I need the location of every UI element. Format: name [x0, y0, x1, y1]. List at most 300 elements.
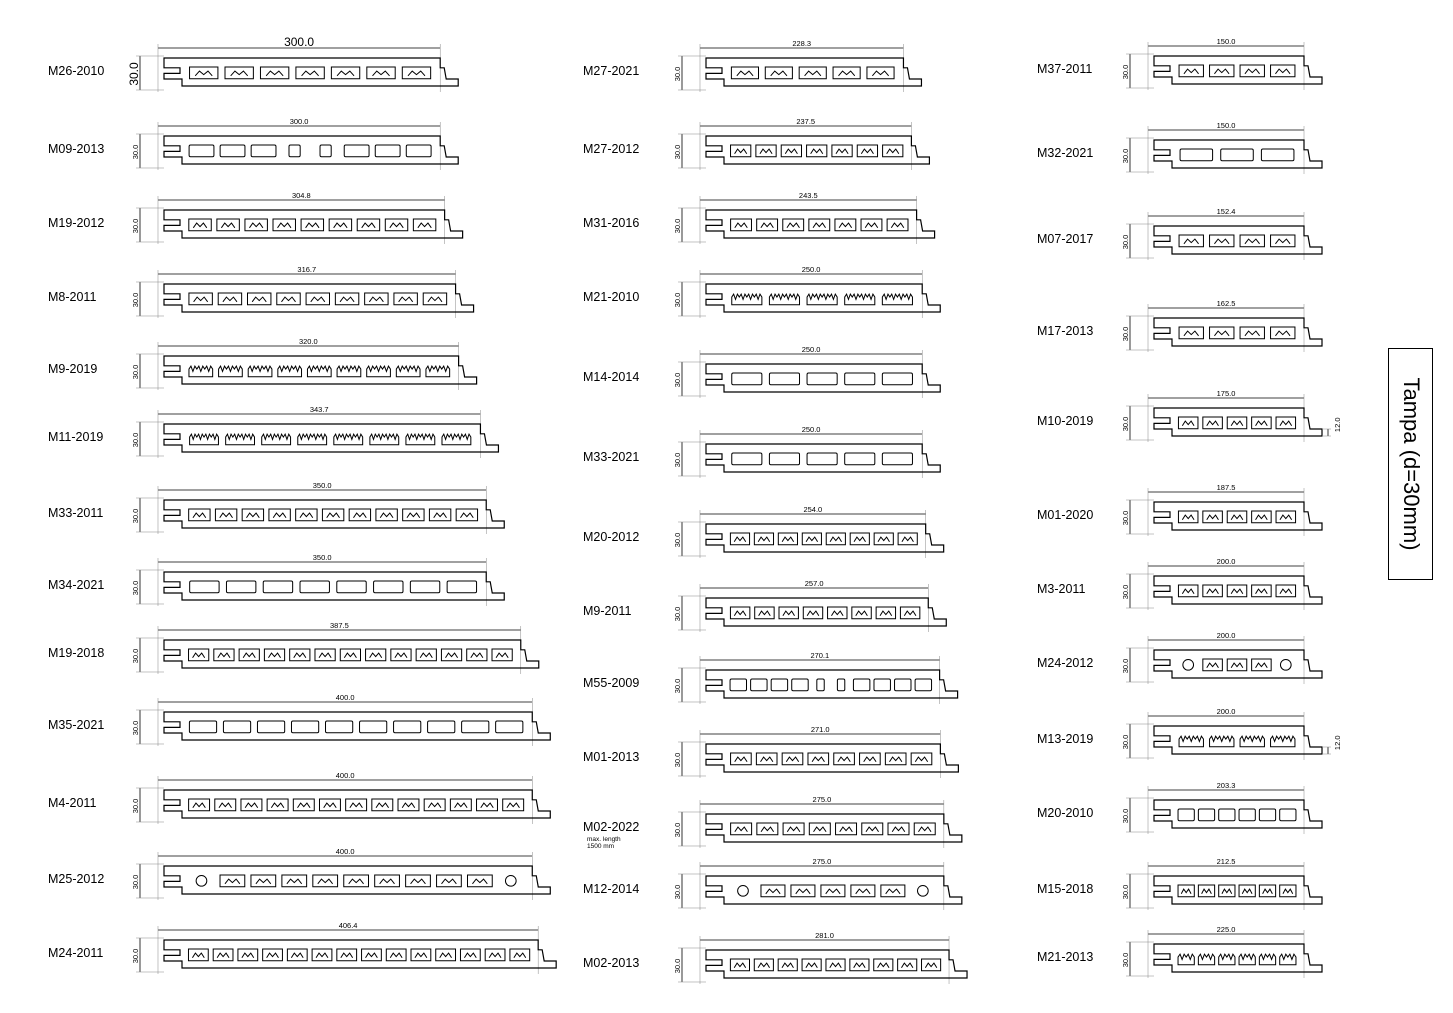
profile-code: M34-2021 — [48, 578, 105, 592]
thickness-value: 30.0 — [1121, 884, 1130, 900]
wave-hole — [238, 949, 258, 961]
wave-hole — [876, 607, 895, 619]
rect-hole — [223, 721, 250, 733]
width-value: 343.7 — [309, 405, 329, 415]
width-value: 243.5 — [798, 191, 818, 201]
wave-hole — [264, 649, 284, 661]
wave-hole — [441, 649, 461, 661]
wave-hole — [365, 293, 388, 305]
wave-hole — [313, 875, 338, 887]
thickness-value: 30.0 — [126, 62, 141, 86]
wave-hole — [189, 799, 210, 811]
profile-drawing — [672, 266, 980, 330]
wave-hole — [731, 753, 752, 765]
multiwave-hole — [1219, 954, 1235, 965]
wave-hole — [362, 949, 382, 961]
wave-hole — [799, 67, 826, 79]
wave-hole — [1227, 417, 1247, 429]
profile-outline — [164, 284, 474, 312]
wave-hole — [411, 949, 431, 961]
wave-hole — [765, 67, 792, 79]
thickness-value: 30.0 — [1121, 808, 1130, 824]
wave-hole — [1227, 585, 1247, 597]
profile-outline — [1154, 800, 1322, 828]
wave-hole — [791, 885, 815, 897]
wave-hole — [296, 509, 317, 521]
rect-hole — [226, 581, 255, 593]
wave-hole — [1178, 585, 1198, 597]
wave-hole — [783, 219, 804, 231]
wave-hole — [850, 533, 869, 545]
profile-code: M10-2019 — [1037, 414, 1094, 428]
wave-hole — [376, 509, 397, 521]
wave-hole — [335, 293, 358, 305]
profile-drawing — [1120, 708, 1362, 772]
wave-hole — [312, 949, 332, 961]
width-value: 162.5 — [1216, 299, 1236, 308]
multiwave-hole — [1210, 736, 1234, 747]
profile-code: M01-2020 — [1037, 508, 1094, 522]
side-thickness-value: 12.0 — [1333, 417, 1342, 433]
rect-hole — [1219, 809, 1235, 821]
width-value: 175.0 — [1216, 389, 1236, 398]
wave-hole — [756, 145, 776, 157]
profile-m01-2020 — [1037, 484, 1380, 554]
rect-hole — [807, 373, 837, 385]
wave-hole — [836, 823, 857, 835]
wave-hole — [319, 799, 340, 811]
wave-hole — [263, 949, 283, 961]
multiwave-hole — [219, 366, 243, 377]
wave-hole — [189, 293, 212, 305]
rect-hole — [300, 581, 329, 593]
wave-hole — [754, 533, 773, 545]
width-value: 203.3 — [1216, 781, 1236, 790]
thickness-value: 30.0 — [130, 218, 140, 234]
wave-hole — [403, 509, 424, 521]
thickness-value: 30.0 — [672, 292, 682, 308]
rect-hole — [406, 145, 431, 157]
rect-hole — [190, 581, 219, 593]
profile-code: M33-2021 — [583, 450, 640, 464]
side-thickness-value: 12.0 — [1333, 735, 1342, 751]
wave-hole — [217, 219, 239, 231]
wave-hole — [213, 949, 233, 961]
profile-drawing — [1120, 926, 1362, 990]
wave-hole — [357, 219, 379, 231]
wave-hole — [437, 875, 462, 887]
profile-code: M55-2009 — [583, 676, 640, 690]
rect-hole — [291, 721, 318, 733]
round-hole — [738, 885, 749, 896]
multiwave-hole — [1178, 954, 1194, 965]
wave-hole — [851, 885, 875, 897]
profile-outline — [1154, 408, 1322, 436]
wave-hole — [394, 293, 417, 305]
profile-outline — [1154, 576, 1322, 604]
profile-code: M27-2021 — [583, 64, 640, 78]
rect-hole — [732, 453, 762, 465]
wave-hole — [218, 293, 241, 305]
width-value: 270.1 — [810, 651, 830, 660]
profile-drawing — [1120, 632, 1362, 696]
wave-hole — [413, 219, 435, 231]
wave-hole — [503, 799, 524, 811]
wave-hole — [803, 607, 822, 619]
profile-drawing — [130, 192, 503, 256]
wave-hole — [731, 67, 758, 79]
wave-hole — [1271, 327, 1295, 339]
multiwave-hole — [807, 294, 837, 305]
wave-hole — [832, 145, 852, 157]
wave-hole — [510, 949, 530, 961]
wave-hole — [779, 607, 798, 619]
wave-hole — [888, 823, 909, 835]
profile-drawing — [130, 118, 498, 182]
wave-hole — [1239, 885, 1255, 897]
width-value: 150.0 — [1216, 37, 1236, 46]
rect-hole — [189, 721, 216, 733]
wave-hole — [1210, 235, 1234, 247]
wave-hole — [1203, 511, 1223, 523]
rect-hole — [1280, 809, 1296, 821]
rect-hole — [428, 721, 455, 733]
wave-hole — [269, 509, 290, 521]
width-value: 200.0 — [1216, 557, 1236, 566]
profile-drawing — [672, 506, 984, 570]
wave-hole — [1252, 659, 1272, 671]
wave-hole — [1203, 585, 1223, 597]
multiwave-hole — [1239, 954, 1255, 965]
rect-hole — [251, 145, 276, 157]
width-value: 275.0 — [812, 857, 832, 867]
wave-hole — [809, 823, 830, 835]
wave-hole — [398, 799, 419, 811]
thickness-value: 30.0 — [1121, 64, 1130, 80]
profile-outline — [1154, 650, 1322, 678]
rect-hole — [874, 679, 890, 691]
multiwave-hole — [1179, 736, 1203, 747]
rect-hole — [882, 453, 912, 465]
profile-code: M33-2011 — [48, 506, 104, 520]
wave-hole — [424, 799, 445, 811]
profile-drawing — [1120, 484, 1362, 548]
wave-hole — [898, 959, 917, 971]
multiwave-hole — [396, 366, 420, 377]
wave-hole — [1252, 417, 1272, 429]
profile-outline — [164, 210, 463, 238]
thickness-value: 30.0 — [130, 508, 140, 524]
profile-m07-2017 — [1037, 208, 1380, 278]
profile-outline — [1154, 140, 1322, 168]
profile-code: M13-2019 — [1037, 732, 1094, 746]
wave-hole — [485, 949, 505, 961]
wave-hole — [809, 219, 830, 231]
width-value: 406.4 — [338, 921, 358, 931]
profile-m17-2013 — [1037, 300, 1380, 370]
rect-hole — [769, 453, 799, 465]
wave-hole — [375, 875, 400, 887]
multiwave-hole — [307, 366, 331, 377]
wave-hole — [778, 959, 797, 971]
wave-hole — [730, 959, 749, 971]
width-value: 254.0 — [803, 505, 823, 515]
wave-hole — [781, 145, 801, 157]
wave-hole — [245, 219, 267, 231]
thickness-value: 30.0 — [672, 532, 682, 548]
profile-code: M19-2012 — [48, 216, 105, 230]
profile-drawing — [130, 922, 596, 986]
round-hole — [1183, 659, 1194, 670]
profile-outline — [1154, 876, 1322, 904]
profile-m15-2018 — [1037, 858, 1380, 928]
wave-hole — [460, 949, 480, 961]
thickness-value: 30.0 — [672, 822, 682, 838]
thickness-value: 30.0 — [672, 452, 682, 468]
multiwave-hole — [406, 434, 435, 445]
thickness-value: 30.0 — [130, 948, 140, 964]
wave-hole — [852, 607, 871, 619]
width-value: 400.0 — [335, 693, 355, 703]
width-value: 257.0 — [804, 579, 824, 589]
wave-hole — [315, 649, 335, 661]
wave-hole — [1179, 327, 1203, 339]
thickness-value: 30.0 — [130, 580, 140, 596]
rect-hole — [1259, 809, 1275, 821]
wave-hole — [406, 875, 431, 887]
rect-hole — [837, 679, 844, 691]
width-value: 228.3 — [792, 39, 812, 49]
wave-hole — [188, 949, 208, 961]
thickness-value: 30.0 — [1121, 734, 1130, 750]
wave-hole — [1210, 65, 1234, 77]
wave-hole — [402, 67, 430, 79]
profile-code: M20-2012 — [583, 530, 640, 544]
multiwave-hole — [226, 434, 255, 445]
width-value: 400.0 — [335, 847, 355, 857]
wave-hole — [386, 949, 406, 961]
multiwave-hole — [845, 294, 875, 305]
multiwave-hole — [334, 434, 363, 445]
wave-hole — [1252, 511, 1272, 523]
width-value: 275.0 — [812, 795, 832, 805]
wave-hole — [492, 649, 512, 661]
wave-hole — [346, 799, 367, 811]
multiwave-hole — [278, 366, 302, 377]
wave-hole — [731, 219, 752, 231]
wave-hole — [344, 875, 369, 887]
thickness-value: 30.0 — [130, 874, 140, 890]
wave-hole — [1178, 417, 1198, 429]
wave-hole — [1240, 65, 1264, 77]
profile-code: M24-2011 — [48, 946, 104, 960]
wave-hole — [340, 649, 360, 661]
profile-code: M09-2013 — [48, 142, 105, 156]
profile-code: M3-2011 — [1037, 582, 1086, 596]
width-value: 200.0 — [1216, 631, 1236, 640]
thickness-value: 30.0 — [1121, 326, 1130, 342]
width-value: 400.0 — [335, 771, 355, 781]
wave-hole — [429, 509, 450, 521]
wave-hole — [1203, 417, 1223, 429]
rect-hole — [1221, 149, 1254, 161]
thickness-value: 30.0 — [130, 720, 140, 736]
rect-hole — [447, 581, 476, 593]
wave-hole — [867, 67, 894, 79]
wave-hole — [329, 219, 351, 231]
profile-code: M32-2021 — [1037, 146, 1094, 160]
rect-hole — [374, 581, 403, 593]
wave-hole — [1271, 235, 1295, 247]
wave-hole — [1179, 65, 1203, 77]
rect-hole — [289, 145, 300, 157]
multiwave-hole — [370, 434, 399, 445]
profile-drawing — [1120, 390, 1362, 454]
wave-hole — [1227, 659, 1247, 671]
wave-hole — [898, 533, 917, 545]
profile-drawing — [672, 118, 969, 182]
multiwave-hole — [189, 366, 213, 377]
wave-hole — [835, 219, 856, 231]
profile-code: M17-2013 — [1037, 324, 1094, 338]
thickness-value: 30.0 — [672, 66, 682, 82]
multiwave-hole — [732, 294, 762, 305]
wave-hole — [828, 607, 847, 619]
profile-drawing — [672, 580, 986, 644]
width-value: 300.0 — [284, 35, 315, 50]
profile-code: M37-2011 — [1037, 62, 1093, 76]
catalog-title: Tampa (d=30mm) — [1398, 377, 1424, 551]
profile-outline — [164, 572, 504, 600]
profile-drawing — [672, 932, 1007, 996]
wave-hole — [731, 145, 751, 157]
wave-hole — [881, 885, 905, 897]
wave-hole — [1252, 585, 1272, 597]
rect-hole — [845, 373, 875, 385]
profile-code: M02-2013 — [583, 956, 640, 970]
rect-hole — [375, 145, 400, 157]
profile-drawing — [1120, 208, 1362, 272]
width-value: 250.0 — [801, 425, 821, 435]
rect-hole — [807, 453, 837, 465]
wave-hole — [754, 959, 773, 971]
wave-hole — [225, 67, 253, 79]
thickness-value: 30.0 — [1121, 416, 1130, 432]
wave-hole — [887, 219, 908, 231]
round-hole — [505, 875, 516, 886]
multiwave-hole — [298, 434, 327, 445]
wave-hole — [477, 799, 498, 811]
wave-hole — [1280, 885, 1296, 897]
profile-drawing — [1120, 38, 1362, 102]
wave-hole — [293, 799, 314, 811]
wave-hole — [761, 885, 785, 897]
width-value: 271.0 — [810, 725, 830, 735]
thickness-value: 30.0 — [673, 678, 682, 694]
multiwave-hole — [1198, 954, 1214, 965]
profile-drawing — [130, 554, 544, 618]
profile-m3-2011 — [1037, 558, 1380, 628]
multiwave-hole — [442, 434, 471, 445]
profile-drawing — [130, 482, 544, 546]
rect-hole — [496, 721, 523, 733]
width-value: 250.0 — [801, 265, 821, 275]
profile-outline — [706, 670, 958, 698]
rect-hole — [410, 581, 439, 593]
wave-hole — [826, 959, 845, 971]
thickness-value: 30.0 — [1121, 952, 1130, 968]
width-value: 281.0 — [815, 931, 834, 941]
rect-hole — [730, 679, 746, 691]
wave-hole — [861, 219, 882, 231]
wave-hole — [1210, 327, 1234, 339]
thickness-value: 30.0 — [1121, 584, 1130, 600]
wave-hole — [215, 799, 236, 811]
thickness-value: 30.0 — [130, 648, 140, 664]
width-value: 150.0 — [1216, 121, 1236, 130]
rect-hole — [751, 679, 767, 691]
wave-hole — [1259, 885, 1275, 897]
profile-code: M9-2011 — [583, 604, 632, 618]
wave-hole — [189, 649, 209, 661]
profile-outline — [164, 136, 458, 164]
wave-hole — [322, 509, 343, 521]
profile-drawing — [1120, 558, 1362, 622]
wave-hole — [885, 753, 906, 765]
profile-drawing — [1120, 782, 1362, 846]
wave-hole — [1179, 235, 1203, 247]
thickness-value: 30.0 — [1121, 234, 1130, 250]
wave-hole — [1240, 235, 1264, 247]
profile-drawing — [126, 35, 498, 104]
rect-hole — [1180, 149, 1213, 161]
wave-hole — [755, 607, 774, 619]
rect-hole — [1239, 809, 1255, 821]
wave-hole — [1276, 511, 1296, 523]
wave-hole — [1227, 511, 1247, 523]
wave-hole — [189, 219, 211, 231]
multiwave-hole — [882, 294, 912, 305]
width-value: 350.0 — [312, 553, 332, 563]
wave-hole — [301, 219, 323, 231]
multiwave-hole — [769, 294, 799, 305]
profile-code: M8-2011 — [48, 290, 97, 304]
wave-hole — [372, 799, 393, 811]
rect-hole — [792, 679, 808, 691]
profile-outline — [1154, 502, 1322, 530]
wave-hole — [730, 607, 749, 619]
wave-hole — [331, 67, 359, 79]
rect-hole — [320, 145, 331, 157]
wave-hole — [1276, 585, 1296, 597]
wave-hole — [215, 509, 236, 521]
profile-code: M27-2012 — [583, 142, 640, 156]
multiwave-hole — [262, 434, 291, 445]
round-hole — [196, 875, 207, 886]
wave-hole — [391, 649, 411, 661]
profile-m32-2021 — [1037, 122, 1380, 192]
profile-drawing — [130, 406, 538, 470]
profile-drawing — [672, 426, 980, 490]
profile-m13-2019 — [1037, 708, 1380, 778]
wave-hole — [874, 533, 893, 545]
width-value: 250.0 — [801, 345, 821, 355]
thickness-value: 30.0 — [672, 606, 682, 622]
wave-hole — [260, 67, 288, 79]
profile-code: M14-2014 — [583, 370, 640, 384]
profile-code: M4-2011 — [48, 796, 97, 810]
wave-hole — [416, 649, 436, 661]
